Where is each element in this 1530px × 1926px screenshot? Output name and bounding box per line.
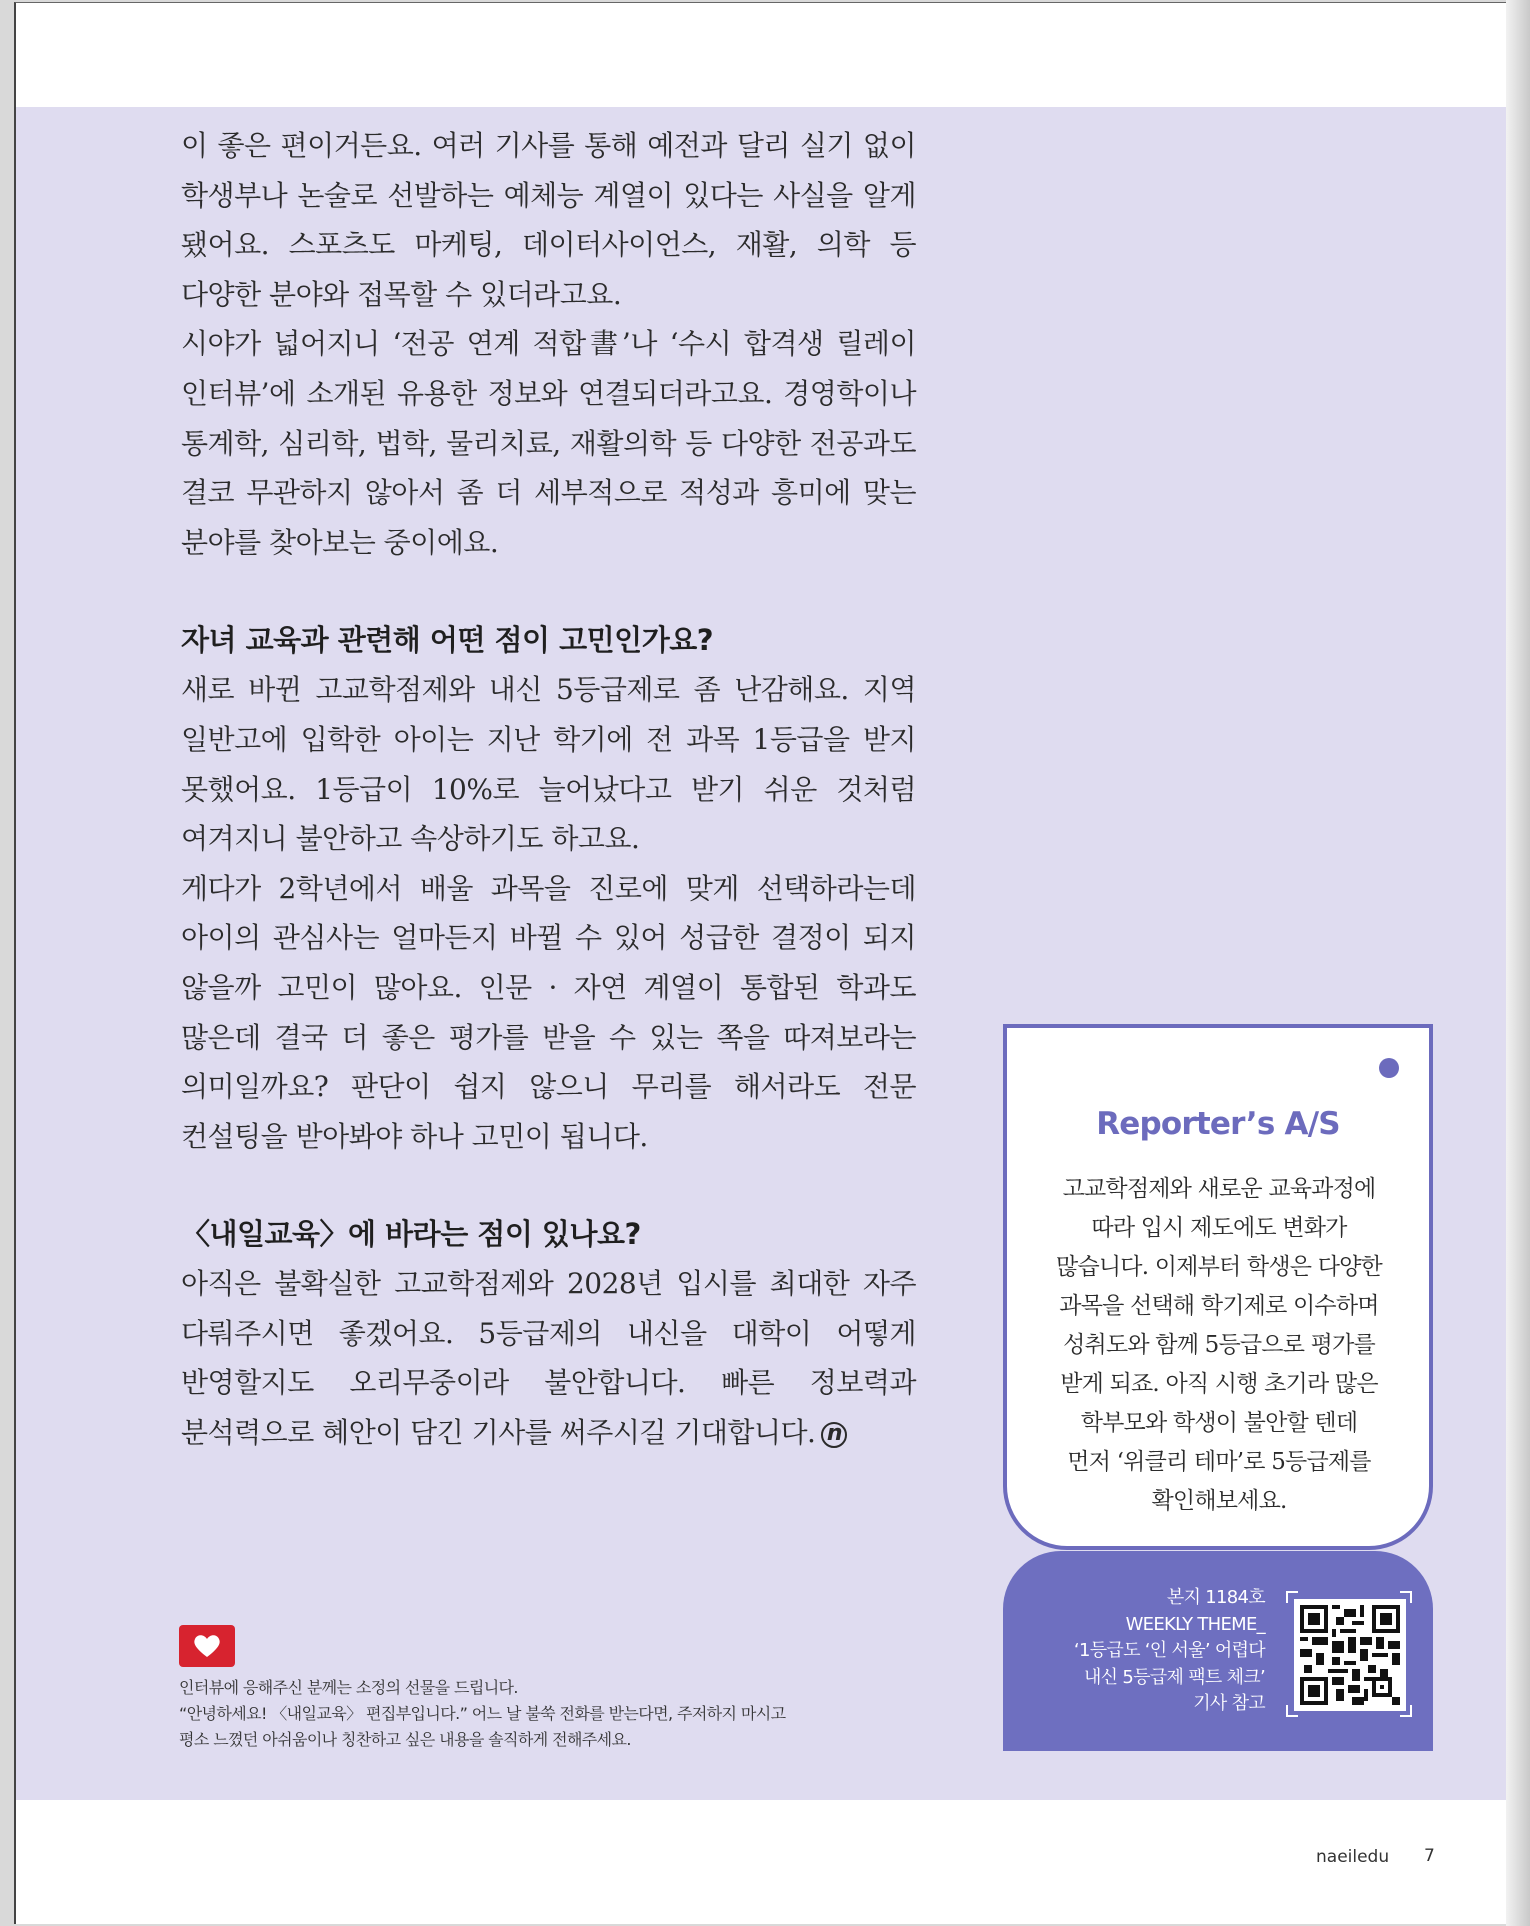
page-edge-shadow	[1506, 0, 1530, 1926]
article-paragraph: 게다가 2학년에서 배울 과목을 진로에 맞게 선택하라는데 아이의 관심사는 얼마든지 바뀔 수 있어 성급한 결정이 되지 않을까 고민이 많아요. 인문 · 자연 계열이 통합된 학과도 많은데 결국 더 좋은 평가를 받을 수 있는 쪽을 따져보라는 의미일까요? 판단이 쉽지 않으니 무리를 해서라도 전문 컨설팅을 받아봐야 하나 고민이 됩니다.	[181, 871, 916, 1153]
article-paragraph: 이 좋은 편이거든요. 여러 기사를 통해 예전과 달리 실기 없이 학생부나 논술로 선발하는 예체능 계열이 있다는 사실을 알게 됐어요. 스포츠도 마케팅, 데이터사이언스, 재활, 의학 등 다양한 분야와 접목할 수 있더라고요.	[181, 129, 916, 311]
card-line: 성취도와 함께 5등급으로 평가를	[1063, 1332, 1375, 1358]
dot-icon	[1379, 1058, 1399, 1078]
heart-icon	[179, 1625, 235, 1667]
qr-code-icon[interactable]	[1294, 1599, 1406, 1711]
interview-article	[181, 121, 916, 1458]
card-line: 따라 입시 제도에도 변화가	[1091, 1215, 1347, 1241]
article-text: 아직은 불확실한 고교학점제와 2028년 입시를 최대한 자주 다뤄주시면 좋겠어요. 5등급제의 내신을 대학이 어떻게 반영할지도 오리무중이라 불안합니다. 빠른 정보력과 분석력으로 혜안이 담긴 기사를 써주시길 기대합니다.	[181, 1267, 916, 1450]
card-line: 많습니다. 이제부터 학생은 다양한	[1056, 1254, 1382, 1280]
reference-line: 본지 1184호	[1166, 1587, 1265, 1608]
interview-gift-note	[179, 1675, 879, 1753]
page-number: 7	[1424, 1846, 1435, 1866]
card-title: Reporter’s A/S	[1096, 1106, 1340, 1142]
card-line: 학부모와 학생이 불안할 텐데	[1080, 1410, 1358, 1436]
reference-line: 기사 참고	[1193, 1693, 1265, 1714]
naeil-end-mark-icon: n	[821, 1422, 847, 1448]
reference-line: 내신 5등급제 팩트 체크’	[1083, 1666, 1265, 1688]
note-line: 인터뷰에 응해주신 분께는 소정의 선물을 드립니다.	[179, 1678, 518, 1697]
reference-line: ‘1등급도 ‘인 서울’ 어렵다	[1073, 1640, 1265, 1661]
reference-box	[1003, 1551, 1433, 1751]
reference-line: WEEKLY THEME_	[1125, 1613, 1265, 1635]
article-paragraph: 새로 바뀐 고교학점제와 내신 5등급제로 좀 난감해요. 지역 일반고에 입학한 아이는 지난 학기에 전 과목 1등급을 받지 못했어요. 1등급이 10%로 늘어났다고 받기 쉬운 것처럼 여겨지니 불안하고 속상하기도 하고요.	[181, 673, 916, 856]
article-paragraph	[181, 1259, 916, 1457]
note-line: 평소 느꼈던 아쉬움이나 칭찬하고 싶은 내용을 솔직하게 전해주세요.	[179, 1730, 631, 1749]
card-line: 고교학점제와 새로운 교육과정에	[1062, 1176, 1376, 1202]
card-line: 받게 되죠. 아직 시행 초기라 많은	[1060, 1371, 1378, 1397]
note-line: “안녕하세요! 〈내일교육〉 편집부입니다.” 어느 날 불쑥 전화를 받는다면, 주저하지 마시고	[179, 1704, 786, 1723]
card-line: 확인해보세요.	[1151, 1488, 1287, 1514]
article-paragraph: 시야가 넓어지니 ‘전공 연계 적합書’나 ‘수시 합격생 릴레이 인터뷰’에 소개된 유용한 정보와 연결되더라고요. 경영학이나 통계학, 심리학, 법학, 물리치료, 재활의학 등 다양한 전공과도 결코 무관하지 않아서 좀 더 세부적으로 적성과 흥미에 맞는 분야를 찾아보는 중이에요.	[181, 327, 916, 559]
question-heading: 자녀 교육과 관련해 어떤 점이 고민인가요?	[181, 623, 714, 658]
reporter-as-card	[1003, 1024, 1433, 1550]
magazine-page	[14, 2, 1514, 1924]
card-line: 먼저 ‘위클리 테마’로 5등급제를	[1067, 1449, 1371, 1475]
card-line: 과목을 선택해 학기제로 이수하며	[1059, 1293, 1379, 1319]
card-body	[1029, 1170, 1409, 1521]
reference-text	[1005, 1585, 1265, 1718]
footer-brand: naeiledu	[1316, 1847, 1390, 1867]
question-heading: 〈내일교육〉에 바라는 점이 있나요?	[181, 1217, 641, 1252]
